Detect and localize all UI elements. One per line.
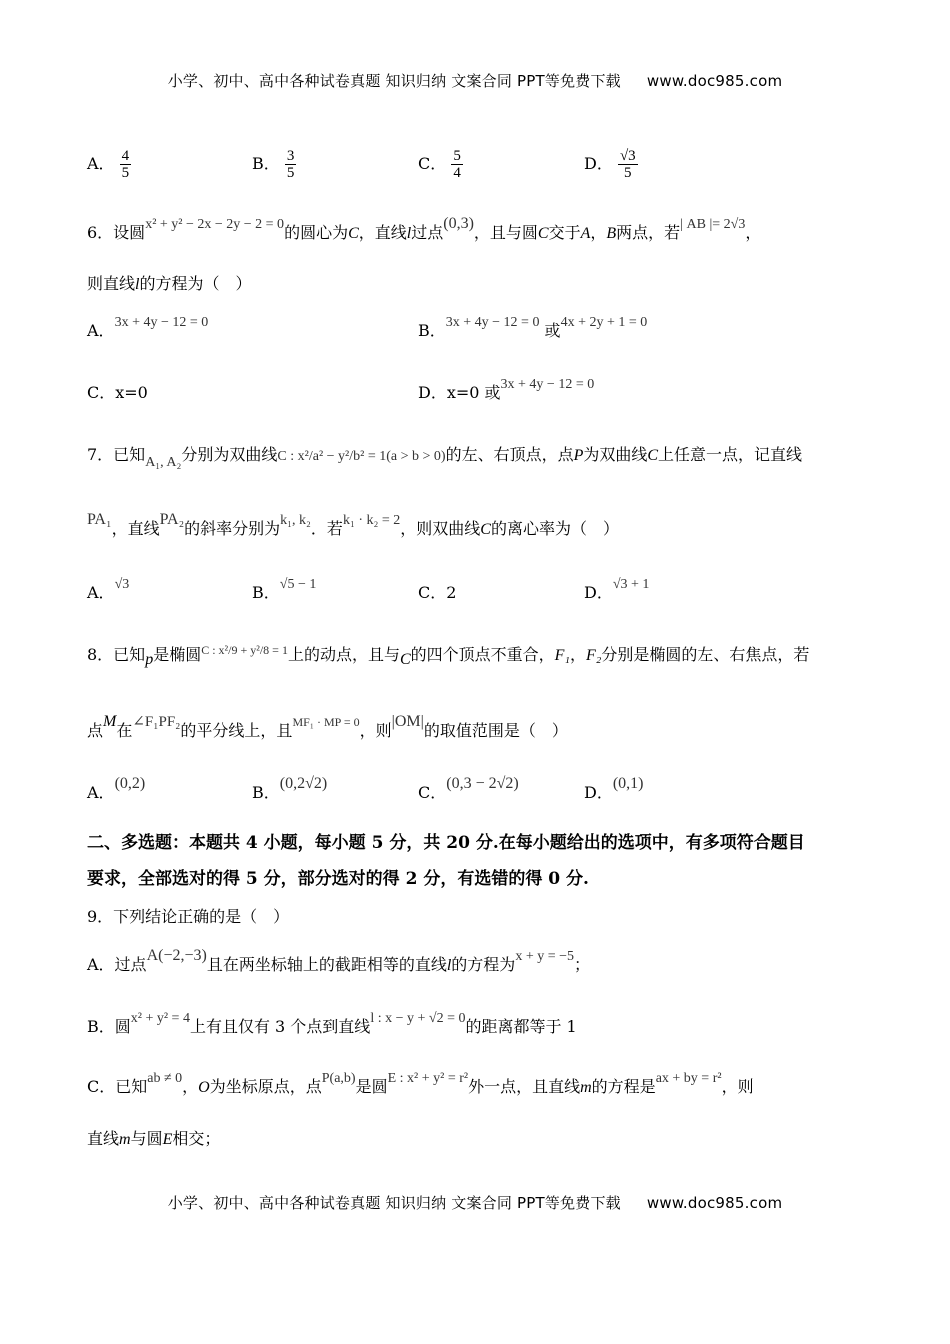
q9-option-c[interactable]: C．已知ab ≠ 0，O为坐标原点，点P(a,b)是圆E : x² + y² = r²外一点，且直线m的方程是ax + by = r²，则: [87, 1071, 754, 1096]
q8-option-d[interactable]: D．(0,1): [584, 775, 644, 802]
q8-option-b[interactable]: B．(0,2√2): [252, 775, 328, 802]
q5-option-c[interactable]: [418, 148, 463, 181]
q8-option-a[interactable]: A．(0,2): [87, 775, 146, 802]
fraction: $\frac{5}{4}$: [453, 148, 461, 181]
q7-option-b[interactable]: B．√5 − 1: [252, 577, 317, 602]
q6-option-a[interactable]: A．3x + 4y − 12 = 0: [87, 315, 209, 340]
q5-option-d[interactable]: [584, 148, 638, 181]
option-label: A．: [87, 154, 115, 173]
footer-text: 小学、初中、高中各种试卷真题 知识归纳 文案合同 PPT等免费下载: [167, 1194, 621, 1212]
q6-option-d[interactable]: D．x=0 或3x + 4y − 12 = 0: [418, 377, 595, 402]
fraction: $\frac{√3}{5}$: [619, 148, 636, 181]
q9-option-c-line2: 直线m与圆E相交；: [87, 1129, 221, 1148]
q6-option-b[interactable]: B．3x + 4y − 12 = 0 或4x + 2y + 1 = 0: [418, 315, 648, 340]
footer-site-link[interactable]: www.doc985.com: [646, 1194, 783, 1212]
point: (0,3): [443, 215, 474, 232]
circle-equation: x² + y² − 2x − 2y − 2 = 0: [145, 217, 285, 232]
q8-stem-line2: 点M在∠F₁PF₂的平分线上，且$^{MF_1 \cdot MP = 0}$，则|OM|的取值范围是（ ）: [87, 713, 568, 740]
page-footer: [0, 1192, 950, 1213]
q9-option-b[interactable]: B．圆x² + y² = 4上有且仅有 3 个点到直线l : x − y + √2 = 0的距离都等于 1: [87, 1011, 577, 1036]
fraction: $\frac{4}{5}$: [121, 148, 130, 181]
q8-stem: 8．已知p是椭圆$^{C : x^2/9 + y^2/8 = 1}$上的动点，且与C的四个顶点不重合，F₁，F₂分别是椭圆的左、右焦点，若: [87, 643, 810, 668]
q8-option-c[interactable]: C．(0,3 − 2√2): [418, 775, 519, 802]
header-site-link[interactable]: www.doc985.com: [646, 72, 783, 90]
q7-option-c[interactable]: C．2: [418, 583, 457, 602]
hyperbola-equation: C : x²/a² − y²/b² = 1(a > b > 0): [277, 449, 446, 464]
q5-option-b[interactable]: [252, 148, 296, 181]
fraction: $\frac{3}{5}$: [286, 148, 295, 181]
q7-stem-line2: PA₁，直线PA₂的斜率分别为k₁, k₂．若k₁ · k₂ = 2，则双曲线C的离心率为（ ）: [87, 511, 619, 538]
section2-heading: 二、多选题：本题共 4 小题，每小题 5 分，共 20 分.在每小题给出的选项中，有多项符合题目: [87, 833, 805, 853]
ellipse-equation: C : x²/9 + y²/8 = 1: [201, 643, 288, 657]
option-label: C．: [418, 154, 447, 173]
q7-option-a[interactable]: A．√3: [87, 577, 130, 602]
option-label: D．: [584, 154, 613, 173]
page-header: [0, 70, 950, 91]
q6-stem-line2: 则直线l的方程为（ ）: [87, 274, 252, 293]
q7-option-d[interactable]: D．√3 + 1: [584, 577, 650, 602]
section2-heading-line2: 要求，全部选对的得 5 分，部分选对的得 2 分，有选错的得 0 分.: [87, 869, 589, 889]
q6-option-c[interactable]: C．x=0: [87, 383, 148, 402]
q7-stem: 7．已知A₁, A₂分别为双曲线C : x²/a² − y²/b² = 1(a > b > 0)的左、右顶点，点P为双曲线C上任意一点，记直线: [87, 445, 803, 470]
chord-length: | AB |= 2√3: [680, 217, 746, 232]
q9-option-a[interactable]: A．过点A(−2,−3)且在两坐标轴上的截距相等的直线l的方程为x + y = −5；: [87, 947, 591, 974]
q9-stem: 9．下列结论正确的是（ ）: [87, 907, 290, 926]
q6-stem: 6．设圆x² + y² − 2x − 2y − 2 = 0的圆心为C，直线l过点(0,3)，且与圆C交于A，B两点，若| AB |= 2√3，: [87, 215, 762, 242]
q5-option-a[interactable]: [87, 148, 131, 181]
option-label: B．: [252, 154, 280, 173]
header-text: 小学、初中、高中各种试卷真题 知识归纳 文案合同 PPT等免费下载: [167, 72, 621, 90]
